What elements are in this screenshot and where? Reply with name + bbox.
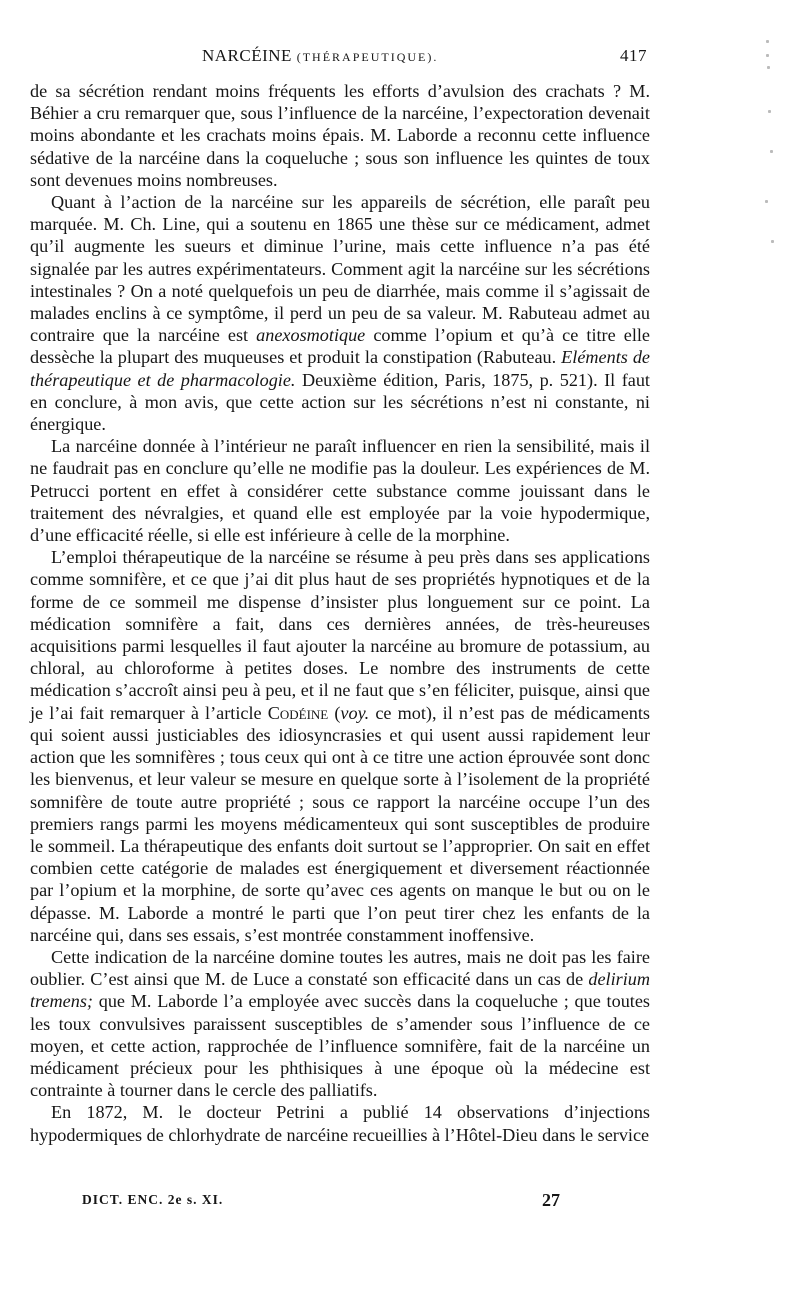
signature-number: 27 (542, 1190, 560, 1210)
paragraph (30, 546, 650, 946)
paragraph (30, 80, 650, 191)
text-run: Quant à l’action de la narcéine sur les appareils de sécrétion, elle paraît peu marquée. M. Ch. Line, qui a soutenu en 1865 une thèse sur ce médicament, admet qu’il augmente les sueurs et diminue l’urine, mais cette influence n’a pas été signalée par les autres expérimentateurs. Comment agit la narcéine sur les sécrétions intestinales ? On a noté quelquefois un peu de diarrhée, mais comme il s’agissait de malades enclins à ce symptôme, il perd un peu de sa valeur. M. Rabuteau admet au contraire que la narcéine est (30, 192, 650, 346)
text-run: comme l’opium et qu’à ce titre elle dessèche la plupart des muqueuses et produit la constipation (Rabuteau. (30, 325, 650, 368)
paragraph (30, 191, 650, 435)
paragraph (30, 946, 650, 1101)
text-run: que M. Laborde l’a employée avec succès dans la coqueluche ; que toutes les toux convulsives paraissent susceptibles de s’amender sous l’influence de ce moyen, et cette action, rapprochée de l’influence somnifère, fait de la narcéine un médicament précieux pour les phthisiques à une époque où la médecine est contrainte à tourner dans le cercle des palliatifs. (30, 991, 650, 1101)
paragraph (30, 435, 650, 546)
text-run: Deuxième édition, Paris, 1875, p. 521). Il faut en conclure, à mon avis, que cette action sur les sécrétions n’est ni constante, ni énergique. (30, 369, 650, 435)
margin-specks (762, 40, 776, 280)
text-run: En 1872, M. le docteur Petrini a publié 14 observations d’injections hypodermiques de chlorhydrate de narcéine recueillies à l’Hôtel-Dieu dans le service (30, 1102, 650, 1145)
italic-run: Eléments de thérapeutique et de pharmacologie. (30, 347, 650, 390)
page-footer (82, 1190, 642, 1220)
text-run: de sa sécrétion rendant moins fréquents les efforts d’avulsion des crachats ? M. Béhier a cru remarquer que, sous l’influence de la narcéine, l’expectoration devenait moins abondante et les crachats moins épais. M. Laborde a reconnu cette influence sédative de la narcéine dans la coqueluche ; sous son influence les quintes de toux sont devenues moins nombreuses. (30, 81, 650, 190)
italic-run: delirium tremens; (30, 969, 650, 1012)
text-run: ce mot), il n’est pas de médicaments qui soient aussi justiciables des idiosyncrasies et qui usent aussi rapidement leur action que les somnifères ; tous ceux qui ont à ce titre une action éprouvée sont donc les bienvenus, et leur valeur se mesure en quelque sorte à l’isolement de la propriété somnifère de toute autre propriété ; sous ce rapport la narcéine occupe l’un des premiers rangs parmi les moyens médicamenteux qui sont susceptibles de produire le sommeil. La thérapeutique des enfants doit surtout se l’approprier. On sait en effet combien cette catégorie de malades est énergiquement et diversement réactionnée par l’opium et la morphine, de sorte qu’avec ces agents on manque le but ou on le dépasse. M. Laborde a montré le parti que l’on peut tirer chez les enfants de la narcéine qui, dans ses essais, s’est montrée constamment inoffensive. (30, 702, 650, 945)
running-head (30, 46, 670, 70)
text-run: La narcéine donnée à l’intérieur ne paraît influencer en rien la sensibilité, mais il ne faudrait pas en conclure qu’elle ne modifie pas la douleur. Les expériences de M. Petrucci portent en effet à considérer cette substance comme jouissant dans le traitement des névralgies, et quand elle est employée par la voie hypodermique, d’une efficacité réelle, si elle est inférieure à celle de la morphine. (30, 436, 650, 546)
printer-signature: DICT. ENC. 2e s. XI. (82, 1192, 224, 1207)
running-head-title (202, 46, 438, 66)
paragraph (30, 1101, 650, 1145)
article-subtitle: (THÉRAPEUTIQUE). (296, 50, 439, 64)
smallcaps-run: Codéine (267, 702, 329, 723)
italic-run: anexosmotique (256, 325, 366, 346)
page-number: 417 (620, 46, 647, 65)
italic-run: voy. (340, 702, 370, 723)
text-run: Cette indication de la narcéine domine toutes les autres, mais ne doit pas les faire oublier. C’est ainsi que M. de Luce a constaté son efficacité dans un cas de (30, 946, 650, 990)
body-text (30, 80, 650, 1146)
article-title: NARCÉINE (202, 46, 292, 65)
text-run: L’emploi thérapeutique de la narcéine se résume à peu près dans ses applications comme somnifère, et ce que j’ai dit plus haut de ses propriétés hypnotiques et de la forme de ce sommeil me dispense d’insister plus longuement sur ce point. La médication somnifère a fait, dans ces dernières années, de très-heureuses acquisitions parmi lesquelles il faut ajouter la narcéine au bromure de potassium, au chloral, au chloroforme à petites doses. Le nombre des instruments de cette médication s’accroît ainsi peu à peu, et il ne faut que s’en féliciter, puisque, ainsi que je l’ai fait remarquer à l’article (30, 547, 650, 723)
text-run: ( (328, 702, 341, 723)
